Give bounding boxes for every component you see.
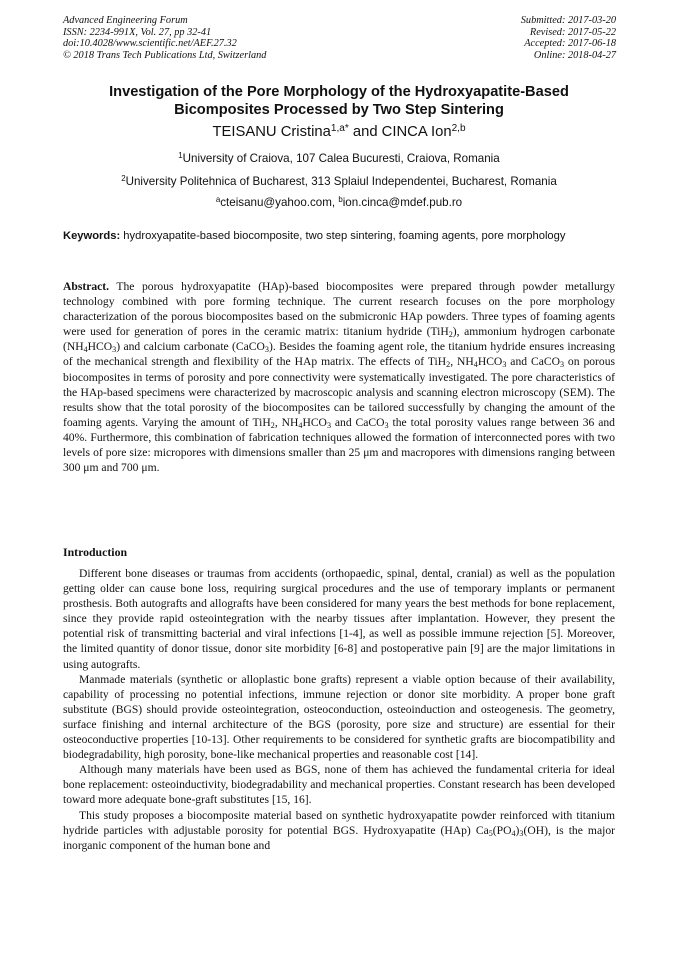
title-line-1: Investigation of the Pore Morphology of the Hydroxyapatite-Based bbox=[109, 84, 569, 100]
subscript: 4 bbox=[83, 345, 88, 355]
subscript: 2 bbox=[270, 420, 275, 430]
subscript: 3 bbox=[326, 420, 331, 430]
author-2: CINCA Ion bbox=[381, 124, 452, 140]
affiliation-1-mark: 1 bbox=[178, 151, 183, 161]
abstract-label: Abstract. bbox=[63, 280, 110, 293]
abstract-text: HCO bbox=[477, 355, 503, 369]
journal-info bbox=[63, 15, 266, 61]
introduction-paragraph-4 bbox=[63, 808, 615, 853]
paper-title bbox=[40, 83, 638, 119]
paragraph-text: ) bbox=[515, 823, 520, 837]
journal-copyright: © 2018 Trans Tech Publications Ltd, Switzerland bbox=[63, 49, 267, 61]
subscript: 3 bbox=[559, 360, 565, 370]
authors bbox=[40, 123, 638, 141]
keywords-text: hydroxyapatite-based biocomposite, two step sintering, foaming agents, pore morphology bbox=[120, 230, 566, 242]
abstract-text: HCO bbox=[302, 415, 327, 429]
date-accepted: Accepted: 2017-06-18 bbox=[524, 38, 616, 50]
keywords-label: Keywords: bbox=[63, 230, 121, 242]
paragraph-text: (OH), is the major inorganic component of the human bone and bbox=[63, 823, 615, 852]
subscript: 5 bbox=[488, 828, 493, 838]
email-b: ion.cinca@mdef.pub.ro bbox=[342, 196, 463, 209]
email-a-mark: a bbox=[215, 195, 221, 205]
abstract bbox=[63, 279, 615, 475]
subscript: 3 bbox=[502, 360, 507, 370]
affiliation-2 bbox=[40, 175, 638, 189]
abstract-text: ) and calcium carbonate (CaCO bbox=[116, 340, 265, 354]
keywords bbox=[63, 229, 615, 244]
title-line-2: Bicomposites Processed by Two Step Sintering bbox=[174, 102, 504, 118]
journal-name: Advanced Engineering Forum bbox=[63, 15, 188, 26]
abstract-text: and CaCO bbox=[506, 355, 560, 369]
abstract-text: , NH bbox=[274, 415, 299, 429]
author-1-affiliation-mark: 1,a* bbox=[330, 122, 349, 134]
introduction-heading: Introduction bbox=[63, 545, 128, 559]
date-submitted: Submitted: 2017-03-20 bbox=[520, 15, 616, 26]
introduction-paragraph-2: Manmade materials (synthetic or alloplastic bone grafts) represent a viable option because of their availability, capability of processing no potential infections, immune rejection or donor site morbidity. A proper bone graft substitute (BGS) should provide osteointegration, osteoconduction, osteoinduction and osteogenesis. The geometry, surface finishing and internal architecture of the BGS (porosity, pore size and structure) are essential for their osteoconductive properties [10-13]. Other requirements to be considered for synthetic grafts are biocompatibility and biodegradability, high porosity, bone-like mechanical properties and reasonable cost [14]. bbox=[63, 672, 615, 762]
introduction-body bbox=[63, 566, 615, 853]
journal-issn: ISSN: 2234-991X, Vol. 27, pp 32-41 bbox=[63, 26, 212, 38]
subscript: 3 bbox=[519, 828, 524, 838]
abstract-text: and CaCO bbox=[331, 415, 385, 429]
subscript: 4 bbox=[298, 420, 303, 430]
date-revised: Revised: 2017-05-22 bbox=[529, 26, 616, 38]
affiliation-2-text: University Politehnica of Bucharest, 313 Splaiul Independentei, Bucharest, Romania bbox=[125, 175, 557, 188]
affiliation-1 bbox=[40, 152, 638, 166]
abstract-text: The porous hydroxyapatite (HAp)-based biocomposites were prepared through powder metallurgy technology combined with pore forming technique. The current research focuses on the pore morphology characterization of the porous biocomposites based on the submicronic HAp powders. Three types of foaming agents were used for generation of pores in the ceramic matrix: titanium hydride (TiH bbox=[63, 280, 615, 339]
journal-doi: doi:10.4028/www.scientific.net/AEF.27.32 bbox=[63, 38, 237, 50]
subscript: 4 bbox=[511, 828, 516, 838]
subscript: 3 bbox=[112, 345, 117, 355]
affiliation-1-text: University of Craiova, 107 Calea Bucuresti, Craiova, Romania bbox=[182, 152, 500, 165]
submission-dates bbox=[521, 15, 616, 61]
subscript: 2 bbox=[448, 330, 453, 340]
author-emails bbox=[40, 196, 638, 210]
author-1: TEISANU Cristina bbox=[212, 124, 331, 140]
abstract-text: , NH bbox=[450, 355, 474, 369]
abstract-text: ), ammonium hydrogen carbonate (NH bbox=[63, 325, 615, 354]
introduction-paragraph-1: Different bone diseases or traumas from accidents (orthopaedic, spinal, dental, cranial) as well as the population getting older can cause bone loss, requiring surgical procedures and the use of temporary implants or permanent prosthesis. Both autografts and allografts have been considered for many years the best methods for bone replacement, since they provide rapid osteointegration with the nearby tissues after implantation. However, they present the potential risk of transmitting bacterial and viral infections [1-4], as well as possible immune rejection [5]. Moreover, the limited quantity of donor tissue, donor site morbidity [6-8] and postoperative pain [9] are the major limitations in using autografts. bbox=[63, 567, 615, 671]
abstract-text: on porous biocomposites in terms of porosity and pore connectivity were systematically investigated. The pore characteristics of the HAp-based specimens were characterized by macroscopic analysis and scanning electron microscopy (SEM). The results show that the total porosity of the biocomposites can be tailored successfully by changing the amount of the foaming agents. Varying the amount of TiH bbox=[63, 355, 616, 429]
subscript: 3 bbox=[384, 420, 389, 430]
date-online: Online: 2018-04-27 bbox=[533, 49, 616, 61]
affiliation-2-mark: 2 bbox=[121, 174, 126, 184]
abstract-text: the total porosity values range between 36 and 40%. Furthermore, this combination of fabrication techniques allowed the formation of interconnected pores with two levels of pore size: micropores with dimensions smaller than 25 μm and macropores with dimensions ranging between 300 μm and 700 μm. bbox=[63, 415, 615, 475]
abstract-text: HCO bbox=[87, 340, 113, 354]
subscript: 2 bbox=[446, 360, 451, 370]
author-2-affiliation-mark: 2,b bbox=[451, 122, 466, 134]
introduction-paragraph-3: Although many materials have been used as BGS, none of them has achieved the fundamental criteria for ideal bone replacement: osteoinductivity, biodegradability and mechanical properties. Constant research has been developed toward more adequate bone-graft substitutes [15, 16]. bbox=[63, 763, 615, 807]
subscript: 3 bbox=[264, 345, 269, 355]
paragraph-text: (PO bbox=[492, 823, 512, 837]
email-b-mark: b bbox=[338, 195, 343, 205]
email-a: cteisanu@yahoo.com, bbox=[220, 196, 339, 209]
paragraph-text: This study proposes a biocomposite material based on synthetic hydroxyapatite powder reinforced with titanium hydride particles with adjustable porosity for potential BGS. Hydroxyapatite (HAp) Ca bbox=[63, 808, 615, 837]
authors-conjunction: and bbox=[348, 124, 382, 140]
subscript: 4 bbox=[473, 360, 478, 370]
abstract-text: ). Besides the foaming agent role, the titanium hydride ensures increasing of the mechanical strength and flexibility of the HAp matrix. The effects of TiH bbox=[63, 340, 615, 369]
